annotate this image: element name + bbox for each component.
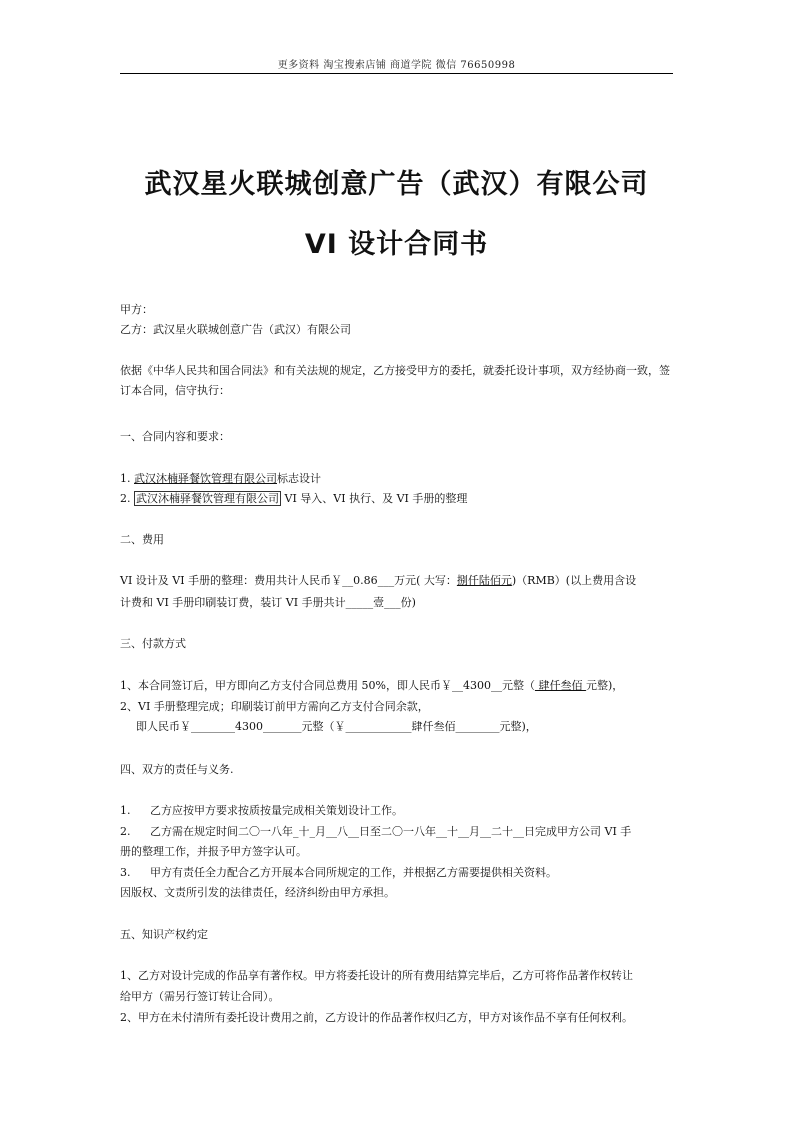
duty-item-3: [120, 863, 676, 883]
item-1-suffix: 标志设计: [277, 472, 321, 485]
duty-number: 1.: [120, 804, 131, 817]
payment-amount-upper: 肆仟叁佰: [534, 679, 586, 692]
party-a: 甲方：: [120, 303, 153, 316]
item-2-suffix: VI 导入、VI 执行、及 VI 手册的整理: [281, 492, 468, 505]
payment-line-1: [120, 676, 676, 696]
fee-text: )（RMB）(以上费用含设: [511, 574, 637, 587]
section-1-heading: 一、合同内容和要求：: [120, 430, 230, 443]
payment-amount-upper: ____________肆仟叁佰________: [345, 720, 500, 733]
fee-amount-upper: 捌仟陆佰元: [456, 574, 512, 587]
fee-text: 计费和 VI 手册印刷装订费，装订 VI 手册共计: [120, 596, 346, 609]
payment-line-3: [120, 717, 692, 737]
document-title-company: 武汉星火联城创意广告（武汉）有限公司: [144, 169, 649, 200]
item-2-company: 武汉沐楠驿餐饮管理有限公司: [136, 492, 279, 505]
ip-clause-1-line-2: 给甲方（需另行签订转让合同）。: [120, 990, 280, 1003]
section-1-item-1: [120, 469, 676, 489]
section-4-heading: 四、双方的责任与义务.: [120, 763, 234, 776]
document-title-contract: VI 设计合同书: [304, 229, 489, 260]
duty-item-2-cont: 册的整理工作，并报予甲方签字认可。: [120, 845, 307, 858]
ip-clause-1-line-1: 1、乙方对设计完成的作品享有著作权。甲方将委托设计的所有费用结算完毕后，乙方可将作品著作权转让: [120, 969, 633, 982]
page-header: 更多资料 淘宝搜索店铺 商道学院 微信 76650998: [277, 60, 516, 71]
duty-item-1: [120, 801, 676, 821]
payment-text: 元整)，: [499, 720, 537, 733]
duty-item-4: 因版权、文责所引发的法律责任，经济纠纷由甲方承担。: [120, 886, 395, 899]
fee-line-2: [120, 593, 676, 613]
party-b: 乙方：武汉星火联城创意广告（武汉）有限公司: [120, 323, 351, 336]
intro-paragraph: 依据《中华人民共和国合同法》和有关法规的规定，乙方接受甲方的委托，就委托设计事项，双方经协商一致，签订本合同，信守执行：: [120, 364, 670, 397]
payment-amount: __4300__: [451, 679, 502, 692]
duty-text: 乙方需在规定时间二〇一八年_十_月__八__日至二〇一八年__十__月__二十__日完成甲方公司 VI 手: [150, 825, 632, 838]
section-3-heading: 三、付款方式: [120, 637, 186, 650]
header-rule: [120, 73, 673, 74]
fee-line-1: [120, 571, 676, 591]
duty-text: 乙方应按甲方要求按质按量完成相关策划设计工作。: [150, 804, 403, 817]
payment-text: 元整)，: [585, 679, 624, 692]
payment-line-2: 2、VI 手册整理完成；印刷装订前甲方需向乙方支付合同余款，: [120, 700, 429, 713]
payment-text: 元整（: [501, 679, 535, 692]
manual-count: _____壹___: [345, 596, 401, 609]
duty-number: 2.: [120, 825, 131, 838]
item-1-company: 武汉沐楠驿餐饮管理有限公司: [134, 472, 277, 485]
payment-text: 元整（￥: [301, 720, 346, 733]
section-5-heading: 五、知识产权约定: [120, 928, 208, 941]
duty-text: 甲方有责任全力配合乙方开展本合同所规定的工作，并根据乙方需要提供相关资料。: [150, 866, 557, 879]
fee-text: 万元( 大写：: [394, 574, 457, 587]
payment-amount: ________4300_______: [191, 720, 302, 733]
item-1-prefix: 1.: [120, 472, 134, 485]
duty-number: 3.: [120, 866, 131, 879]
duty-item-2: [120, 822, 676, 842]
item-2-prefix: 2.: [120, 492, 134, 505]
payment-text: 即人民币￥: [136, 720, 191, 733]
fee-text: 份): [400, 596, 416, 609]
ip-clause-2: 2、甲方在未付清所有委托设计费用之前，乙方设计的作品著作权归乙方，甲方对该作品不享有任何权利。: [120, 1011, 633, 1024]
section-1-item-2: [120, 489, 676, 509]
fee-amount: __0.86___: [342, 574, 395, 587]
fee-text: VI 设计及 VI 手册的整理：费用共计人民币￥: [120, 574, 343, 587]
payment-text: 1、本合同签订后，甲方即向乙方支付合同总费用 50%，即人民币￥: [120, 679, 452, 692]
section-2-heading: 二、费用: [120, 533, 164, 546]
